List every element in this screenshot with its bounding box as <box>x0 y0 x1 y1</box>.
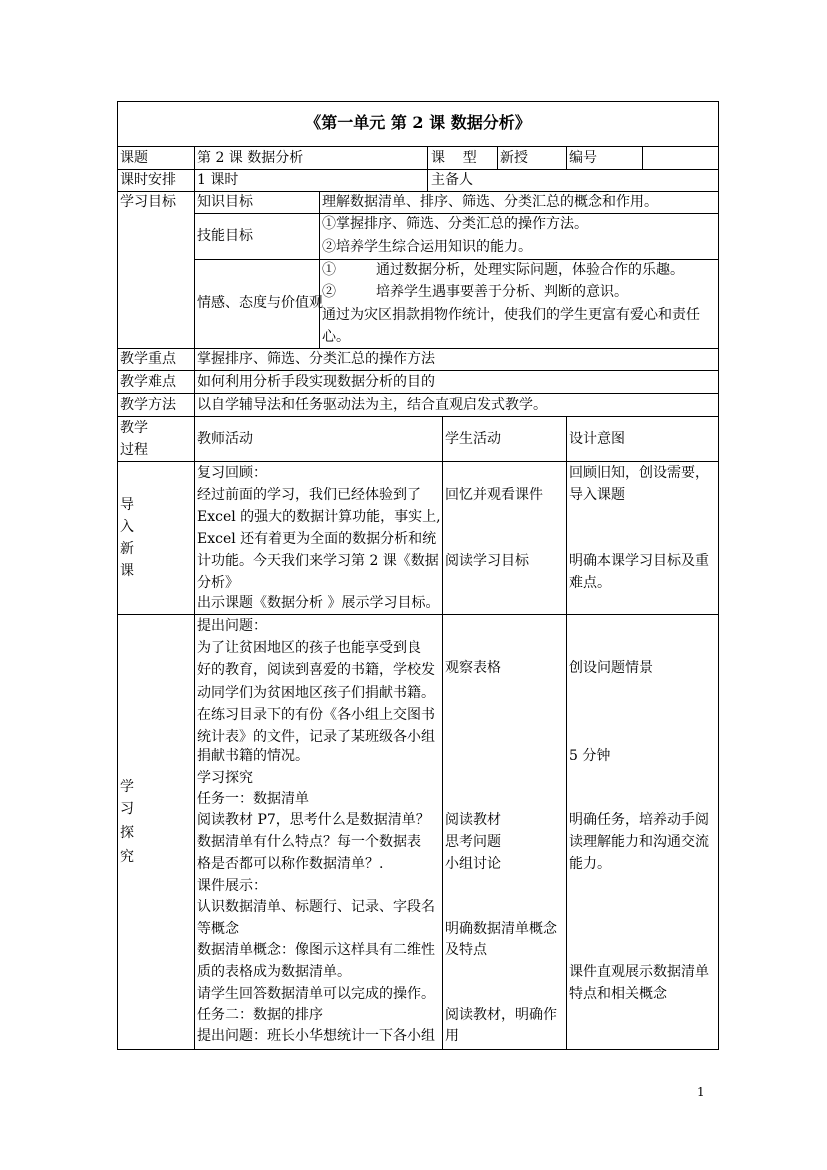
emotion-line: 心。 <box>322 329 350 345</box>
table-border <box>194 146 195 1049</box>
study-teacher-line: 统计表》的文件，记录了某班级各小组 <box>197 729 435 745</box>
study-design: 明确任务，培养动手阅 <box>569 812 709 828</box>
difficulty-text: 如何利用分析手段实现数据分析的目的 <box>197 374 435 390</box>
study-student: 阅读教材 <box>445 812 501 828</box>
intro-teacher-line: 复习回顾： <box>197 465 267 481</box>
intro-teacher-line: Excel 的强大的数据计算功能，事实上, <box>197 509 441 525</box>
intro-label: 入 <box>120 519 134 535</box>
study-teacher-line: 请学生回答数据清单可以完成的操作。 <box>197 986 435 1002</box>
study-teacher-line: 阅读教材 P7，思考什么是数据清单？ <box>197 812 430 828</box>
study-teacher-line: 质的表格成为数据清单。 <box>197 964 351 980</box>
student-header: 学生活动 <box>445 431 501 447</box>
study-teacher-line: 动同学们为贫困地区孩子们捐献书籍。 <box>197 685 435 701</box>
study-teacher-line: 为了让贫困地区的孩子也能享受到良 <box>197 640 421 656</box>
intro-student: 阅读学习目标 <box>445 553 529 569</box>
time-value: 1 课时 <box>197 172 239 188</box>
study-design: 课件直观展示数据清单 <box>569 964 709 980</box>
intro-teacher-line: 经过前面的学习，我们已经体验到了 <box>197 487 421 503</box>
lesson-label: 课题 <box>120 150 148 166</box>
study-label: 学 <box>120 779 134 795</box>
process-label: 教学 <box>120 420 148 436</box>
intro-teacher-line: 计功能。今天我们来学习第 2 课《数据 <box>197 553 439 569</box>
difficulty-label: 教学难点 <box>120 374 176 390</box>
intro-label: 新 <box>120 541 134 557</box>
study-teacher-line: 提出问题： <box>197 618 267 634</box>
table-border <box>117 101 118 1050</box>
study-student: 阅读教材，明确作 <box>445 1007 557 1023</box>
study-teacher-line: 好的教育，阅读到喜爱的书籍，学校发 <box>197 662 435 678</box>
intro-teacher-line: 出示课题《数据分析 》展示学习目标。 <box>197 595 440 611</box>
study-teacher-line: 课件展示： <box>197 878 267 894</box>
study-student: 小组讨论 <box>445 856 501 872</box>
study-teacher-line: 数据清单有什么特点？每一个数据表 <box>197 834 421 850</box>
intro-label: 导 <box>120 497 134 513</box>
study-label: 究 <box>120 849 134 865</box>
table-border <box>566 146 567 169</box>
table-border <box>117 416 719 417</box>
study-teacher-line: 在练习目录下的有份《各小组上交图书 <box>197 707 435 723</box>
study-student: 用 <box>445 1028 459 1044</box>
table-border <box>497 146 498 169</box>
study-teacher-line: 学习探究 <box>197 770 253 786</box>
intro-design-line: 导入课题 <box>569 487 625 503</box>
intro-teacher-line: 分析》 <box>197 575 239 591</box>
type-label: 课 型 <box>431 150 477 166</box>
study-label: 探 <box>120 825 134 841</box>
emotion-line: 通过为灾区捐款捐物作统计，使我们的学生更富有爱心和责任 <box>322 307 700 323</box>
study-student: 思考问题 <box>445 834 501 850</box>
preparer-label: 主备人 <box>431 172 473 188</box>
intro-student: 回忆并观看课件 <box>445 487 543 503</box>
study-teacher-line: 数据清单概念：像图示这样具有二维性 <box>197 942 435 958</box>
intro-design-line: 明确本课学习目标及重 <box>569 553 709 569</box>
study-student: 观察表格 <box>445 660 501 676</box>
table-border <box>319 191 320 348</box>
study-design: 能力。 <box>569 856 611 872</box>
study-teacher-line: 格是否都可以称作数据清单？. <box>197 856 384 872</box>
table-border <box>718 101 719 1050</box>
process-label: 过程 <box>120 442 148 458</box>
page-number: 1 <box>697 1085 705 1099</box>
document-title: 《第一单元 第 2 课 数据分析》 <box>305 113 531 132</box>
study-design: 读理解能力和沟通交流 <box>569 834 709 850</box>
intro-teacher-line: Excel 还有着更为全面的数据分析和统 <box>197 531 437 547</box>
table-border <box>442 416 443 1049</box>
knowledge-text: 理解数据清单、排序、筛选、分类汇总的概念和作用。 <box>322 194 658 210</box>
study-student: 及特点 <box>445 942 487 958</box>
objectives-label: 学习目标 <box>120 194 176 210</box>
emotion-line: ② 培养学生遇事要善于分析、判断的意识。 <box>322 284 629 300</box>
study-teacher-line: 捐献书籍的情况。 <box>197 748 309 764</box>
type-value: 新授 <box>500 150 528 166</box>
time-label: 课时安排 <box>120 172 176 188</box>
method-label: 教学方法 <box>120 397 176 413</box>
knowledge-label: 知识目标 <box>197 194 253 210</box>
method-text: 以自学辅导法和任务驱动法为主，结合直观启发式教学。 <box>197 397 547 413</box>
study-teacher-line: 等概念 <box>197 921 239 937</box>
study-teacher-line: 提出问题：班长小华想统计一下各小组 <box>197 1028 435 1044</box>
skill-label: 技能目标 <box>197 228 253 244</box>
emotion-label: 情感、态度与价值观 <box>197 295 323 311</box>
skill-line: ①掌握排序、筛选、分类汇总的操作方法。 <box>322 216 588 232</box>
study-student: 明确数据清单概念 <box>445 921 557 937</box>
table-border <box>642 146 643 169</box>
lesson-value: 第 2 课 数据分析 <box>197 150 304 166</box>
study-teacher-line: 任务一：数据清单 <box>197 791 309 807</box>
intro-design-line: 回顾旧知，创设需要， <box>569 465 709 481</box>
teacher-header: 教师活动 <box>197 431 253 447</box>
study-label: 习 <box>120 801 134 817</box>
emotion-line: ① 通过数据分析，处理实际问题，体验合作的乐趣。 <box>322 262 685 278</box>
study-design: 5 分钟 <box>569 748 611 764</box>
key-point-label: 教学重点 <box>120 351 176 367</box>
study-teacher-line: 认识数据清单、标题行、记录、字段名 <box>197 899 435 915</box>
table-border <box>117 101 719 102</box>
table-border <box>427 146 428 191</box>
table-border <box>566 416 567 1049</box>
study-teacher-line: 任务二：数据的排序 <box>197 1007 323 1023</box>
number-label: 编号 <box>569 150 597 166</box>
table-border <box>117 1049 719 1050</box>
key-point-text: 掌握排序、筛选、分类汇总的操作方法 <box>197 351 435 367</box>
design-header: 设计意图 <box>569 431 625 447</box>
skill-line: ②培养学生综合运用知识的能力。 <box>322 239 532 255</box>
study-design: 创设问题情景 <box>569 660 653 676</box>
intro-design-line: 难点。 <box>569 575 611 591</box>
study-design: 特点和相关概念 <box>569 986 667 1002</box>
intro-label: 课 <box>120 563 134 579</box>
